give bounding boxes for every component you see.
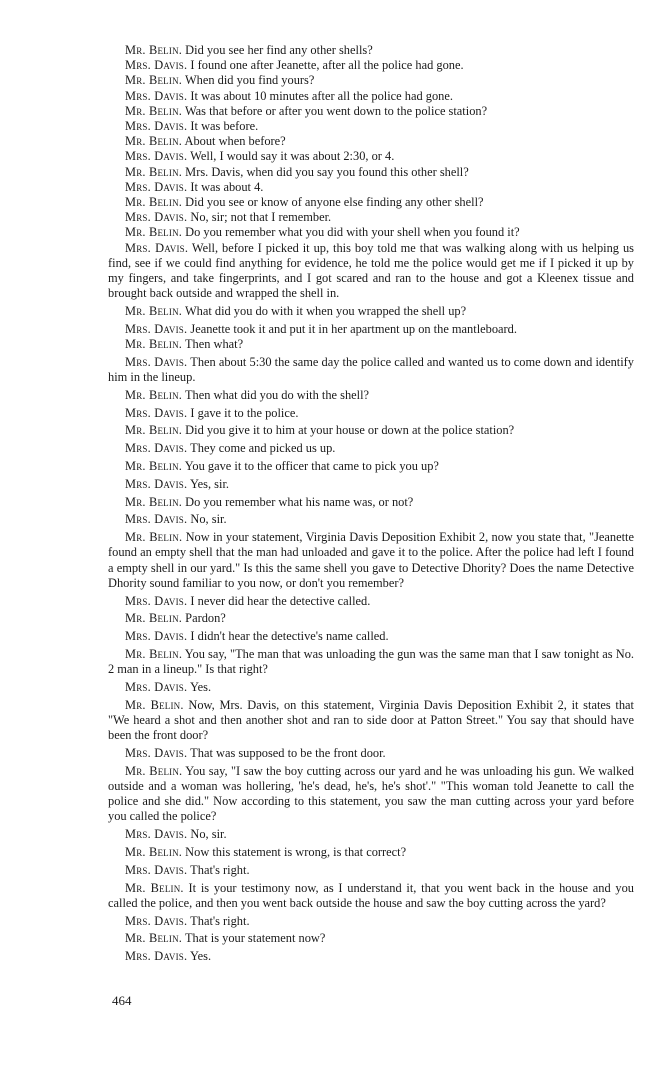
transcript-line <box>108 337 634 352</box>
transcript-line <box>108 406 634 421</box>
speaker-label: Mr. Belin. <box>125 195 183 210</box>
transcript-line <box>108 119 634 134</box>
line-text: Did you give it to him at your house or down at the police station? <box>182 423 515 438</box>
transcript-line <box>108 134 634 149</box>
line-text: No, sir; not that I remember. <box>187 210 332 225</box>
line-text: That is your statement now? <box>182 931 326 946</box>
speaker-label: Mr. Belin. <box>125 387 183 402</box>
line-text: You gave it to the officer that came to pick you up? <box>182 459 439 474</box>
line-text: It is your testimony now, as I understand it, that you went back in the house and you called the police, and then you went back outside the house and saw the boy cutting across the yard? <box>108 880 634 910</box>
speaker-label: Mrs. Davis. <box>125 321 188 336</box>
transcript-line <box>108 180 634 195</box>
speaker-label: Mrs. Davis. <box>125 827 188 842</box>
speaker-label: Mrs. Davis. <box>125 862 188 877</box>
speaker-label: Mr. Belin. <box>125 880 184 895</box>
transcript-line <box>108 827 634 842</box>
line-text: Well, I would say it was about 2:30, or 4. <box>187 149 395 164</box>
line-text: Pardon? <box>182 611 226 626</box>
transcript-line <box>108 241 634 302</box>
line-text: That was supposed to be the front door. <box>187 746 386 761</box>
transcript-line <box>108 165 634 180</box>
speaker-label: Mrs. Davis. <box>125 476 188 491</box>
speaker-label: Mrs. Davis. <box>125 405 188 420</box>
transcript-line <box>108 530 634 591</box>
transcript-body <box>108 43 634 964</box>
speaker-label: Mr. Belin. <box>125 845 183 860</box>
speaker-label: Mrs. Davis. <box>125 949 188 964</box>
speaker-label: Mrs. Davis. <box>125 913 188 928</box>
speaker-label: Mr. Belin. <box>125 530 183 545</box>
line-text: When did you find yours? <box>182 73 315 88</box>
speaker-label: Mr. Belin. <box>125 459 183 474</box>
speaker-label: Mr. Belin. <box>125 423 183 438</box>
line-text: Yes. <box>187 949 212 964</box>
transcript-line <box>108 764 634 825</box>
speaker-label: Mr. Belin. <box>125 73 183 88</box>
line-text: Now this statement is wrong, is that correct? <box>182 845 407 860</box>
transcript-line <box>108 73 634 88</box>
speaker-label: Mrs. Davis. <box>125 149 188 164</box>
transcript-line <box>108 149 634 164</box>
transcript-line <box>108 512 634 527</box>
line-text: Now, Mrs. Davis, on this statement, Virginia Davis Deposition Exhibit 2, it states that "We heard a shot and then another shot and ran to side door at Patton Street." You say that should have been the front door? <box>108 697 634 743</box>
speaker-label: Mr. Belin. <box>125 611 183 626</box>
speaker-label: Mr. Belin. <box>125 494 183 509</box>
speaker-label: Mrs. Davis. <box>125 210 188 225</box>
line-text: Now in your statement, Virginia Davis Deposition Exhibit 2, now you state that, "Jeanette found an empty shell that the man had unloaded and gave it to the police. After the police had left I found a empty shell in our yard." Is this the same shell you gave to Detective Dhority? Does the name Detective Dhority sound familiar to you now, or don't you remember? <box>108 530 634 590</box>
speaker-label: Mrs. Davis. <box>125 629 188 644</box>
line-text: Yes. <box>187 680 212 695</box>
line-text: I didn't hear the detective's name called. <box>187 629 389 644</box>
transcript-line <box>108 58 634 73</box>
line-text: Yes, sir. <box>187 476 229 491</box>
line-text: About when before? <box>182 134 286 149</box>
speaker-label: Mr. Belin. <box>125 164 183 179</box>
line-text: Then what? <box>182 337 244 352</box>
speaker-label: Mr. Belin. <box>125 931 183 946</box>
speaker-label: Mrs. Davis. <box>125 512 188 527</box>
speaker-label: Mrs. Davis. <box>125 240 189 255</box>
speaker-label: Mr. Belin. <box>125 43 183 57</box>
transcript-line <box>108 746 634 761</box>
speaker-label: Mr. Belin. <box>125 225 183 240</box>
speaker-label: Mrs. Davis. <box>125 88 188 103</box>
transcript-line <box>108 629 634 644</box>
line-text: Then what did you do with the shell? <box>182 387 370 402</box>
speaker-label: Mrs. Davis. <box>125 441 188 456</box>
line-text: It was before. <box>187 119 259 134</box>
speaker-label: Mrs. Davis. <box>125 593 188 608</box>
line-text: They come and picked us up. <box>187 441 336 456</box>
line-text: No, sir. <box>187 512 227 527</box>
transcript-line <box>108 495 634 510</box>
transcript-line <box>108 914 634 929</box>
transcript-line <box>108 845 634 860</box>
transcript-line <box>108 477 634 492</box>
line-text: Mrs. Davis, when did you say you found this other shell? <box>182 164 469 179</box>
speaker-label: Mr. Belin. <box>125 134 183 149</box>
transcript-line <box>108 195 634 210</box>
transcript-line <box>108 931 634 946</box>
transcript-line <box>108 225 634 240</box>
line-text: It was about 4. <box>187 179 264 194</box>
transcript-line <box>108 459 634 474</box>
line-text: I gave it to the police. <box>187 405 299 420</box>
speaker-label: Mr. Belin. <box>125 647 183 662</box>
line-text: It was about 10 minutes after all the police had gone. <box>187 88 453 103</box>
speaker-label: Mr. Belin. <box>125 337 183 352</box>
speaker-label: Mr. Belin. <box>125 304 183 319</box>
transcript-line <box>108 863 634 878</box>
transcript-line <box>108 388 634 403</box>
speaker-label: Mrs. Davis. <box>125 746 188 761</box>
speaker-label: Mr. Belin. <box>125 763 183 778</box>
line-text: You say, "The man that was unloading the gun was the same man that I saw tonight as No. 2 man in a lineup." Is that right? <box>108 647 634 677</box>
transcript-line <box>108 322 634 337</box>
transcript-line <box>108 210 634 225</box>
transcript-line <box>108 698 634 744</box>
line-text: Did you see her find any other shells? <box>182 43 373 57</box>
transcript-line <box>108 355 634 385</box>
speaker-label: Mrs. Davis. <box>125 680 188 695</box>
transcript-line <box>108 104 634 119</box>
line-text: That's right. <box>187 913 250 928</box>
transcript-line <box>108 43 634 58</box>
line-text: Well, before I picked it up, this boy told me that was walking along with us helping us find, see if we could find anything for evidence, he told me the police would get me if I picked it up by my fingers, and take fingerprints, and I got scared and ran to the house and got a Kleenex tissue and brought back outside and wrapped the shell in. <box>108 240 634 301</box>
transcript-line <box>108 949 634 964</box>
line-text: Was that before or after you went down to the police station? <box>182 103 488 118</box>
page-number: 464 <box>112 993 132 1008</box>
transcript-line <box>108 881 634 911</box>
line-text: You say, "I saw the boy cutting across our yard and he was unloading his gun. We walked outside and a woman was hollering, 'he's dead, he's, he's shot'." "This woman told Jeanette to call the police and she did." Now according to this statement, you saw the man cutting across your yard before you called the police? <box>108 763 634 824</box>
speaker-label: Mrs. Davis. <box>125 119 188 134</box>
transcript-line <box>108 594 634 609</box>
line-text: No, sir. <box>187 827 227 842</box>
transcript-line <box>108 89 634 104</box>
speaker-label: Mr. Belin. <box>125 103 183 118</box>
transcript-line <box>108 647 634 677</box>
speaker-label: Mrs. Davis. <box>125 58 188 73</box>
transcript-line <box>108 304 634 319</box>
transcript-line <box>108 680 634 695</box>
transcript-line <box>108 441 634 456</box>
line-text: That's right. <box>187 862 250 877</box>
line-text: Did you see or know of anyone else finding any other shell? <box>182 195 484 210</box>
line-text: Then about 5:30 the same day the police called and wanted us to come down and identify him in the lineup. <box>108 354 634 385</box>
line-text: What did you do with it when you wrapped the shell up? <box>182 304 467 319</box>
line-text: Do you remember what his name was, or not? <box>182 494 414 509</box>
speaker-label: Mrs. Davis. <box>125 354 188 369</box>
transcript-line <box>108 611 634 626</box>
speaker-label: Mr. Belin. <box>125 697 184 712</box>
line-text: I never did hear the detective called. <box>187 593 371 608</box>
line-text: I found one after Jeanette, after all the police had gone. <box>187 58 464 73</box>
transcript-line <box>108 423 634 438</box>
line-text: Do you remember what you did with your shell when you found it? <box>182 225 520 240</box>
speaker-label: Mrs. Davis. <box>125 179 188 194</box>
line-text: Jeanette took it and put it in her apartment up on the mantleboard. <box>187 321 517 336</box>
